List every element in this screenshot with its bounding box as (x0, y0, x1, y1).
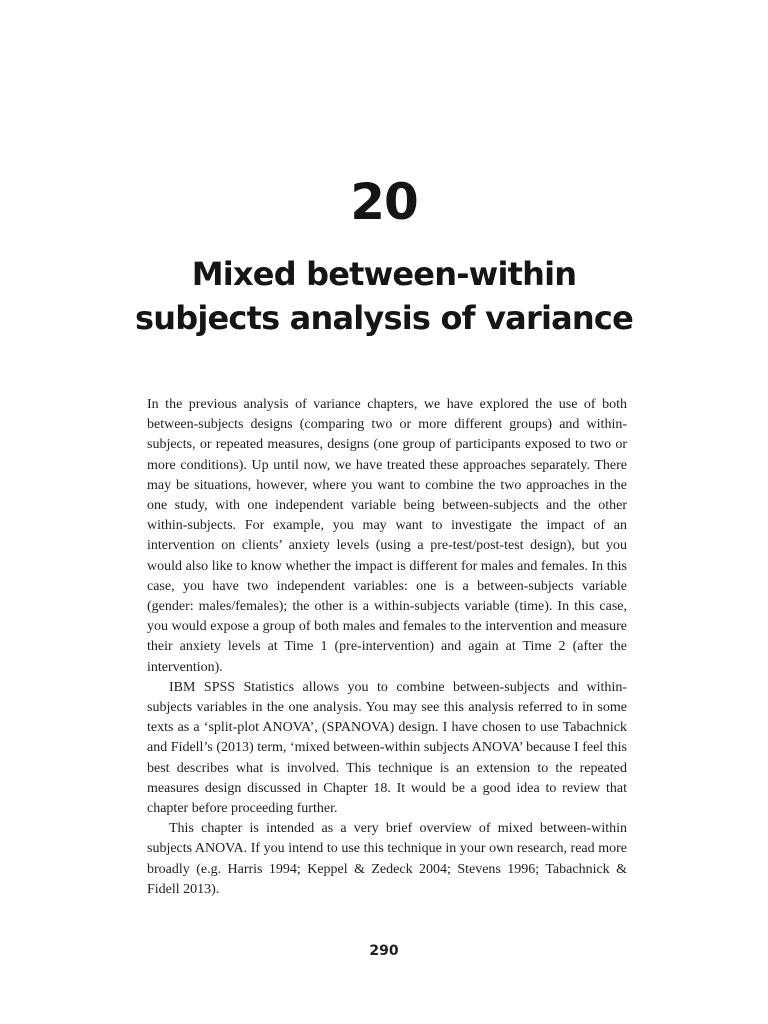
page-number: 290 (369, 943, 399, 959)
body-text (147, 395, 627, 900)
chapter-number: 20 (350, 173, 418, 231)
chapter-title-line-1: Mixed between-within (191, 255, 577, 293)
paragraph-1: In the previous analysis of variance chapters, we have explored the use of both between-subjects designs (comparing two or more different groups) and within-subjects, or repeated measures, designs (one group of participants exposed to two or more conditions). Up until now, we have treated these approaches separately. There may be situations, however, where you want to combine the two approaches in the one study, with one independent variable being between-subjects and the other within-subjects. For example, you may want to investigate the impact of an intervention on clients’ anxiety levels (using a pre-test/post-test design), but you would also like to know whether the impact is different for males and females. In this case, you have two independent variables: one is a between-subjects variable (gender: males/females); the other is a within-subjects variable (time). In this case, you would expose a group of both males and females to the intervention and measure their anxiety levels at Time 1 (pre-intervention) and again at Time 2 (after the intervention). (147, 397, 627, 675)
chapter-title (0, 252, 768, 340)
paragraph-3: This chapter is intended as a very brief overview of mixed between-within subjects ANOVA. If you intend to use this technique in your own research, read more broadly (e.g. Harris 1994; Keppel & Zedeck 2004; Stevens 1996; Tabachnick & Fidell 2013). (147, 821, 627, 897)
chapter-title-line-2: subjects analysis of variance (135, 299, 633, 337)
paragraph-2: IBM SPSS Statistics allows you to combine between-subjects and within-subjects variables in the one analysis. You may see this analysis referred to in some texts as a ‘split-plot ANOVA’, (SPANOVA) design. I have chosen to use Tabachnick and Fidell’s (2013) term, ‘mixed between-within subjects ANOVA’ because I feel this best describes what is involved. This technique is an extension to the repeated measures design discussed in Chapter 18. It would be a good idea to review that chapter before proceeding further. (147, 679, 627, 817)
